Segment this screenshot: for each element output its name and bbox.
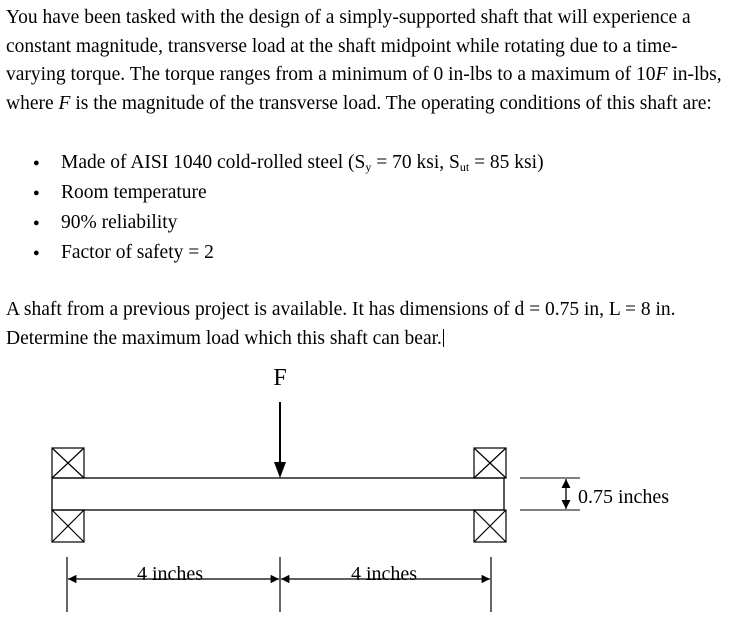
force-arrow: [274, 402, 286, 478]
intro-text: You have been tasked with the design of a simply-supported shaft that will experience a constant magnitude, transverse load at the shaft midpoint while rotating due to a time-varying torque. The torque ranges from a minimum of 0 in-lbs to a maximum of 10: [6, 7, 691, 86]
condition-safety: ● Factor of safety = 2: [0, 238, 544, 268]
condition-reliability: ● 90% reliability: [0, 208, 544, 238]
diameter-dimension: [520, 478, 580, 510]
diameter-label: 0.75 inches: [578, 486, 670, 508]
intro-end: is the magnitude of the transverse load. The operating conditions of this shaft are:: [70, 92, 712, 114]
condition-material: ● Made of AISI 1040 cold-rolled steel ($S_y = 70$ ksi, $S_{ut} = 85$ ksi): [0, 148, 544, 178]
right-span-label: 4 inches: [350, 563, 418, 585]
variable-f: F: [655, 64, 668, 86]
force-label: F: [273, 365, 287, 391]
condition-temperature: ● Room temperature: [0, 178, 544, 208]
intro-mid: in-lbs, where: [6, 64, 722, 114]
shaft: [52, 478, 504, 510]
span-dimensions: [67, 557, 491, 612]
bearing-left: [52, 448, 84, 542]
variable-f: F: [58, 92, 71, 114]
question-text: A shaft from a previous project is available. It has dimensions of d = 0.75 in, L = 8 in. Determine the maximum load which this shaft can bear.: [6, 299, 676, 349]
bearing-right: [474, 448, 506, 542]
left-span-label: 4 inches: [136, 563, 204, 585]
